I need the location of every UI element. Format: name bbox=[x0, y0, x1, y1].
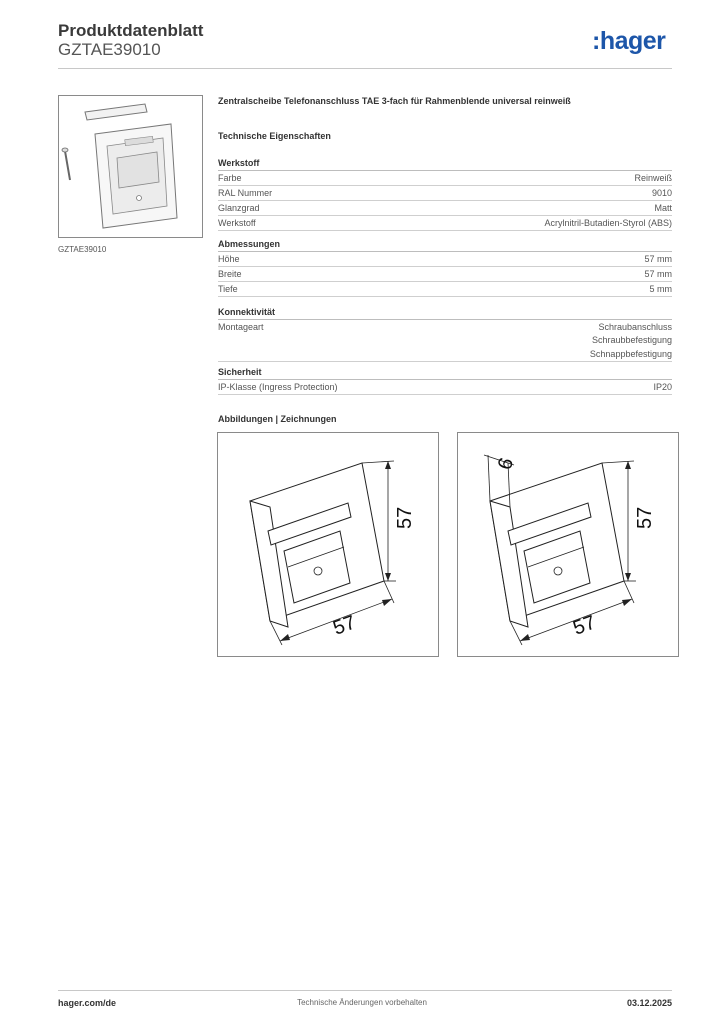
spec-group-title: Konnektivität bbox=[218, 307, 672, 320]
spec-label: IP-Klasse (Ingress Protection) bbox=[218, 381, 338, 392]
product-description: Zentralscheibe Telefonanschluss TAE 3-fach für Rahmenblende universal reinweiß bbox=[218, 96, 571, 106]
section-heading-drawings: Abbildungen | Zeichnungen bbox=[218, 414, 337, 424]
spec-label: Höhe bbox=[218, 253, 240, 264]
spec-value: 9010 bbox=[651, 187, 672, 198]
spec-row bbox=[218, 320, 672, 362]
spec-row bbox=[218, 201, 672, 216]
spec-value: IP20 bbox=[653, 381, 672, 392]
mounting-type-2: Schraubbefestigung bbox=[591, 335, 672, 345]
spec-row bbox=[218, 186, 672, 201]
spec-group-title: Sicherheit bbox=[218, 367, 672, 380]
spec-group-safety bbox=[218, 367, 672, 395]
dimension-drawing-depth bbox=[457, 432, 679, 657]
footer-date: 03.12.2025 bbox=[626, 998, 672, 1008]
spec-label: Tiefe bbox=[218, 283, 238, 294]
spec-label: Glanzgrad bbox=[218, 202, 260, 213]
spec-label: Montageart bbox=[218, 321, 264, 332]
product-image bbox=[58, 95, 203, 238]
footer-disclaimer: Technische Änderungen vorbehalten bbox=[297, 998, 427, 1007]
spec-row bbox=[218, 380, 672, 395]
height-dimension-label: 57 bbox=[394, 506, 416, 529]
mounting-type-3: Schnappbefestigung bbox=[589, 348, 672, 359]
section-heading-technical: Technische Eigenschaften bbox=[218, 131, 331, 141]
spec-label: Farbe bbox=[218, 172, 242, 183]
spec-group-connectivity bbox=[218, 307, 672, 362]
height-dimension-label: 57 bbox=[634, 506, 656, 529]
dimension-drawing-front bbox=[217, 432, 439, 657]
spec-group-title: Werkstoff bbox=[218, 158, 672, 171]
product-code: GZTAE39010 bbox=[58, 40, 161, 59]
spec-group-dimensions bbox=[218, 239, 672, 297]
footer-divider bbox=[58, 990, 672, 991]
spec-label: Werkstoff bbox=[218, 217, 256, 228]
spec-group-title: Abmessungen bbox=[218, 239, 672, 252]
spec-value bbox=[590, 321, 672, 362]
spec-group-material bbox=[218, 158, 672, 231]
product-frame-illustration bbox=[59, 96, 202, 237]
spec-label: Breite bbox=[218, 268, 242, 279]
hager-logo: :hager bbox=[592, 27, 666, 55]
spec-row bbox=[218, 282, 672, 297]
spec-row bbox=[218, 171, 672, 186]
image-caption: GZTAE39010 bbox=[58, 245, 107, 254]
spec-value: 57 mm bbox=[644, 253, 672, 264]
spec-value: 57 mm bbox=[644, 268, 672, 279]
header-divider bbox=[58, 68, 672, 69]
spec-value: 5 mm bbox=[649, 283, 672, 294]
spec-label: RAL Nummer bbox=[218, 187, 273, 198]
width-dimension-label: 57 bbox=[330, 611, 359, 640]
spec-value: Acrylnitril-Butadien-Styrol (ABS) bbox=[544, 217, 672, 228]
spec-row bbox=[218, 267, 672, 282]
spec-value: Matt bbox=[654, 202, 672, 213]
spec-row bbox=[218, 216, 672, 231]
footer-website: hager.com/de bbox=[58, 998, 117, 1008]
mounting-type-1: Schraubanschluss bbox=[598, 321, 672, 332]
spec-value: Reinweiß bbox=[634, 172, 672, 183]
spec-row bbox=[218, 252, 672, 267]
width-dimension-label: 57 bbox=[570, 611, 599, 640]
depth-dimension-label: 6 bbox=[493, 455, 519, 473]
page-title: Produktdatenblatt bbox=[58, 21, 204, 40]
